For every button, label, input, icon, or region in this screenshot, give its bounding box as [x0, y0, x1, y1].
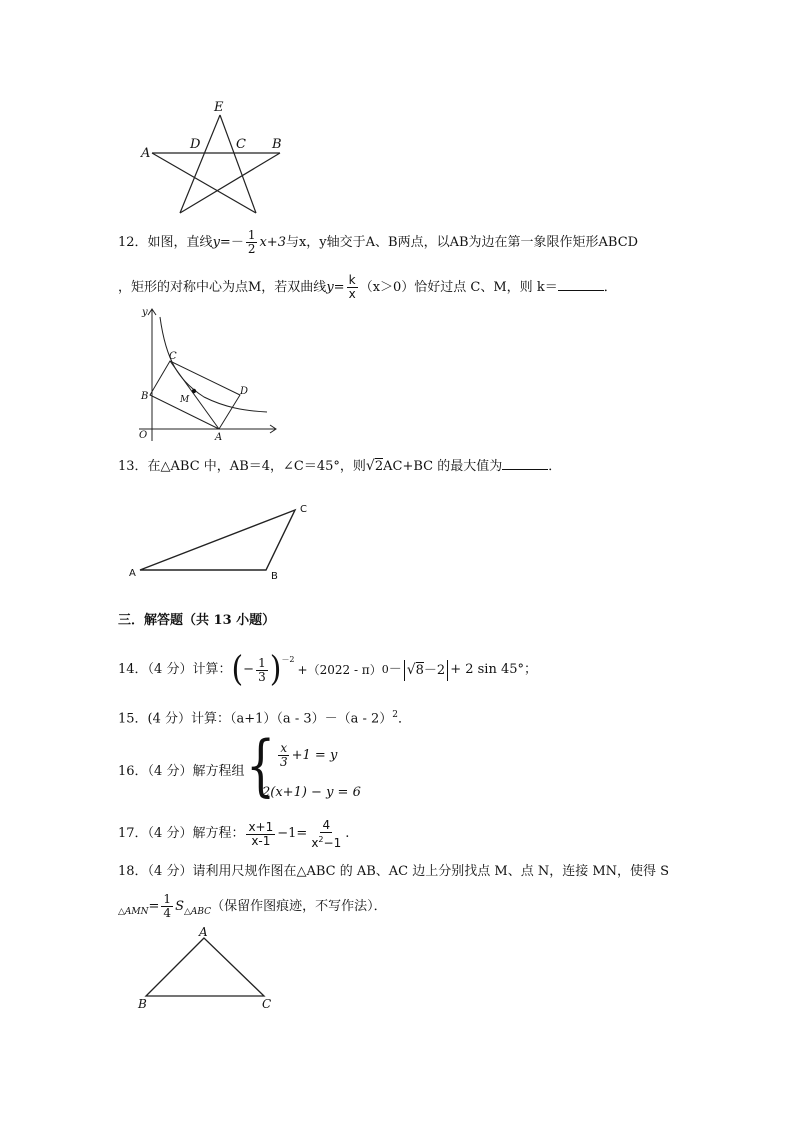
- q17-fraction-1: $\frac{x+1}{x-1}$: [248, 819, 274, 848]
- q18-fraction: $\frac{1}{4}$: [163, 892, 172, 920]
- q18-label-a: A: [199, 925, 208, 939]
- q18-eq: =: [148, 898, 160, 914]
- q13-label-c: C: [300, 504, 307, 515]
- q13-answer-blank[interactable]: [502, 458, 548, 470]
- q14-mid: +（2022 - π）: [297, 663, 382, 677]
- q17-label: 17．（4 分）解方程：: [118, 826, 245, 841]
- q12-number: 12．: [118, 235, 148, 250]
- q18-line1: 18．（4 分）请利用尺规作图在△ABC 的 AB、AC 边上分别找点 M、点 N，连接 MN，使得 S: [118, 864, 670, 879]
- q12-y2: y: [326, 280, 334, 295]
- q15-exponent: 2: [392, 710, 399, 720]
- q14-minus: －: [388, 662, 402, 677]
- q18-tail: （保留作图痕迹，不写作法）．: [211, 898, 387, 914]
- q12-label-a: A: [215, 432, 223, 443]
- q13-label-a: A: [129, 568, 136, 579]
- star-figure: [130, 95, 300, 220]
- q14-fraction: $\frac{1}{3}$: [258, 655, 266, 684]
- q14-end: ；: [524, 662, 538, 677]
- q18-line2: [118, 893, 387, 920]
- q16-eq2: 2(x+1) − y = 6: [262, 785, 361, 800]
- q14-tail: + 2 sin 45°: [450, 662, 525, 677]
- q18-sub2: △ABC: [183, 907, 212, 917]
- star-label-a: A: [141, 146, 151, 161]
- star-label-d: D: [190, 137, 201, 152]
- star-label-b: B: [272, 137, 282, 152]
- q16-eq1-rest: +1 = y: [291, 747, 338, 763]
- section3-title: 三．解答题（共 13 小题）: [118, 613, 276, 628]
- q13-label-b: B: [271, 571, 278, 582]
- q12-line1: [118, 229, 638, 256]
- q12-text-b: 与x，y轴交于A、B两点，以AB为边在第一象限作矩形ABCD: [285, 235, 639, 250]
- star-edge-b-diag: [180, 153, 280, 213]
- q12-eq2: =: [333, 280, 345, 295]
- q12-text-a: 如图，直线: [147, 235, 213, 250]
- q13-triangle-figure: [125, 498, 325, 586]
- q18-triangle: [146, 938, 264, 996]
- q13-triangle: [140, 510, 295, 570]
- q12-label-y: y: [142, 307, 148, 318]
- q12-answer-blank[interactable]: [558, 279, 604, 291]
- q12-label-o: O: [139, 430, 148, 441]
- q16-label: 16．（4 分）解方程组: [118, 764, 245, 779]
- q12-text-c: ，矩形的对称中心为点M，若双曲线: [118, 280, 327, 295]
- q14-minus-sign: −: [243, 662, 255, 677]
- q14-left-paren: (: [231, 649, 244, 690]
- q12-hyperbola: [160, 317, 267, 412]
- q12-point-m: [192, 389, 196, 393]
- star-edge-e-left: [180, 115, 220, 213]
- q18-sub1: △AMN: [118, 907, 149, 917]
- star-edge-e-right: [220, 115, 256, 213]
- q13-text-a: 在△ABC 中，AB＝4，∠C＝45°，则: [147, 459, 366, 474]
- q13-sqrt: √2: [365, 458, 384, 474]
- q18-triangle-figure: [134, 924, 284, 1014]
- q18-s: S: [175, 898, 184, 914]
- star-edge-a-diag: [152, 153, 256, 213]
- q12-line2: [118, 274, 617, 301]
- q17-mid: −1=: [277, 826, 308, 841]
- q12-eq1: =－: [219, 235, 244, 250]
- q12-label-d: D: [240, 386, 249, 397]
- q14-label: 14．（4 分）计算：: [118, 662, 232, 677]
- q12-x-plus: x+3: [259, 235, 286, 250]
- q15-label: 15．(4 分）计算：（a+1）（a - 3）－（a - 2）: [118, 711, 393, 727]
- q12-label-m: M: [180, 395, 190, 405]
- q14-abs: √8－2: [404, 660, 448, 681]
- q12-label-c: C: [169, 351, 177, 362]
- q12-end: ．: [603, 280, 617, 295]
- q16-eq1: [276, 742, 337, 769]
- q12-text-d: （x＞0）恰好过点 C、M，则 k＝: [359, 280, 558, 295]
- q12-fraction-half: $\frac{1}{2}$: [247, 228, 256, 256]
- star-label-e: E: [214, 100, 224, 115]
- q17-end: .: [345, 826, 350, 841]
- q18-label-c: C: [262, 997, 272, 1011]
- q13-number: 13．: [118, 459, 148, 474]
- q17-line: [118, 814, 349, 854]
- q15-line: [118, 707, 411, 727]
- q13-text-b: AC+BC 的最大值为: [383, 459, 503, 474]
- q14-zero: 0: [381, 663, 389, 676]
- q13-end: ．: [548, 459, 562, 474]
- q14-exponent: －2: [281, 655, 295, 664]
- star-label-c: C: [236, 137, 246, 152]
- q16-brace: {: [246, 725, 276, 805]
- q16-eq1-fraction: $\frac{x}{3}$: [280, 741, 288, 769]
- q15-end: ．: [398, 711, 412, 727]
- q12-fraction-k-x: $\frac{k}{x}$: [348, 273, 356, 301]
- q12-label-b: B: [141, 391, 149, 402]
- q14-line: [118, 650, 537, 690]
- q12-y: y: [212, 235, 220, 250]
- q13-line: [118, 458, 561, 475]
- q17-fraction-2: $\frac{4}{x^2-1}$: [311, 817, 342, 850]
- q12-figure: [134, 303, 284, 443]
- q14-right-paren: ): [269, 649, 282, 690]
- q18-label-b: B: [138, 997, 147, 1011]
